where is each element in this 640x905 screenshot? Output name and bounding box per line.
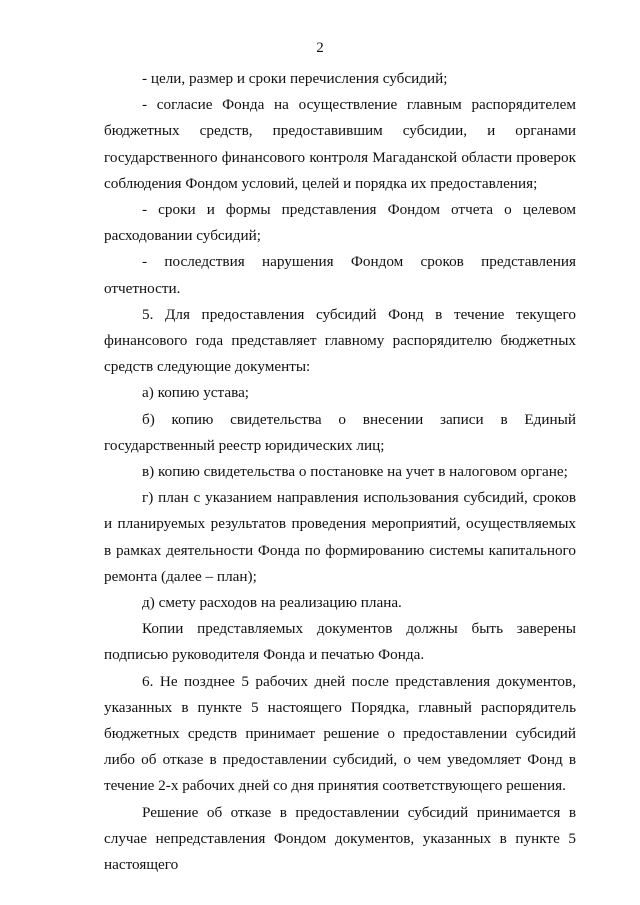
paragraph-violation-consequences: - последствия нарушения Фондом сроков представления отчетности.	[104, 253, 576, 297]
document-body	[104, 66, 576, 878]
paragraph-fund-consent: - согласие Фонда на осуществление главным распорядителем бюджетных средств, предоставившим субсидии, и органами государственного финансового контроля Магаданской области проверок соблюдения Фондом условий, целей и порядка их предоставления;	[104, 96, 576, 192]
paragraph-copies-certified: Копии представляемых документов должны быть заверены подписью руководителя Фонда и печатью Фонда.	[104, 620, 576, 664]
list-item-g: г) план с указанием направления использования субсидий, сроков и планируемых результатов проведения мероприятий, осуществляемых в рамках деятельности Фонда по формированию системы капитального ремонта (далее – план);	[104, 489, 576, 585]
paragraph-refusal-decision: Решение об отказе в предоставлении субсидий принимается в случае непредставления Фондом документов, указанных в пункте 5 настоящего	[104, 803, 576, 874]
list-item-b: б) копию свидетельства о внесении записи в Единый государственный реестр юридических лиц;	[104, 410, 576, 454]
list-item-a: а) копию устава;	[142, 384, 250, 402]
list-item-d: д) смету расходов на реализацию плана.	[142, 594, 402, 612]
paragraph-item-5: 5. Для предоставления субсидий Фонд в течение текущего финансового года представляет главному распорядителю бюджетных средств следующие документы:	[104, 305, 576, 376]
list-item-v: в) копию свидетельства о постановке на учет в налоговом органе;	[142, 463, 568, 481]
paragraph-subsidy-terms: - цели, размер и сроки перечисления субсидий;	[142, 70, 448, 87]
page-number: 2	[316, 40, 324, 56]
paragraph-report-terms: - сроки и формы представления Фондом отчета о целевом расходовании субсидий;	[104, 201, 576, 245]
paragraph-item-6: 6. Не позднее 5 рабочих дней после представления документов, указанных в пункте 5 настоящего Порядка, главный распорядитель бюджетных средств принимает решение о предоставлении субсидий либо об отказе в предоставлении субсидий, о чем уведомляет Фонд в течение 2-х рабочих дней со дня принятия соответствующего решения.	[104, 672, 576, 795]
